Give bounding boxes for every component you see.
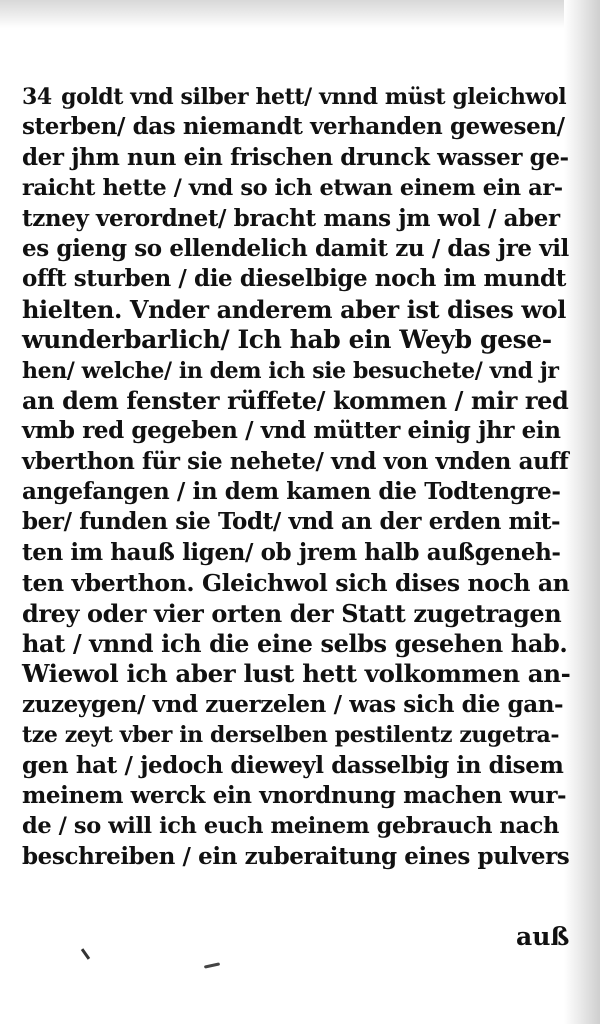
text-line-5: tzney verordnet/ bracht mans jm wol / aber xyxy=(22,204,560,232)
text-line-22: tze zeyt vber in derselben pestilentz zugetra- xyxy=(22,722,560,749)
text-line-25: de / so will ich euch meinem gebrauch nach xyxy=(22,813,559,840)
text-line-26: beschreiben / ein zuberaitung eines pulvers xyxy=(22,842,570,870)
text-line-20: Wiewol ich aber lust hett volkommen an- xyxy=(22,659,571,689)
text-line-13: vberthon für sie nehete/ vnd von vnden auff xyxy=(22,447,569,475)
text-line-12: vmb red gegeben / vnd mütter einig jhr ein xyxy=(22,417,561,445)
text-line-21: zuzeygen/ vnd zuerzelen / was sich die gan- xyxy=(22,690,564,718)
text-line-19: hat / vnnd ich die eine selbs gesehen hab. xyxy=(22,629,568,659)
ink-smudge xyxy=(204,962,220,968)
text-line-4: raicht hette / vnd so ich etwan einem ein ar- xyxy=(22,175,563,202)
text-line-14: angefangen / in dem kamen die Todtengre- xyxy=(22,478,561,506)
ink-speck xyxy=(81,948,90,960)
text-line-1 xyxy=(22,82,570,112)
text-line-2: sterben/ das niemandt verhanden gewesen/ xyxy=(22,113,565,141)
page-text xyxy=(22,82,570,872)
line-text: goldt vnd silber hett/ vnnd müst gleichwol xyxy=(61,84,567,110)
text-line-9: wunderbarlich/ Ich hab ein Weyb gese- xyxy=(22,325,552,355)
text-line-8: hielten. Vnder anderem aber ist dises wol xyxy=(22,294,566,324)
text-line-17: ten vberthon. Gleichwol sich dises noch an xyxy=(22,569,570,598)
page-number: 34 xyxy=(22,84,52,110)
text-line-11: an dem fenster rüffete/ kommen / mir red xyxy=(22,385,569,415)
top-scan-shadow xyxy=(0,0,600,28)
text-line-23: gen hat / jedoch dieweyl dasselbig in disem xyxy=(22,751,564,779)
text-line-24: meinem werck ein vnordnung machen wur- xyxy=(22,781,567,809)
text-line-7: offt sturben / die dieselbige noch im mundt xyxy=(22,265,566,293)
text-line-10: hen/ welche/ in dem ich sie besuchete/ vnd jr xyxy=(22,357,559,384)
catchword: auß xyxy=(516,922,570,951)
text-line-18: drey oder vier orten der Statt zugetragen xyxy=(22,598,562,628)
text-line-3: der jhm nun ein frischen drunck wasser ge- xyxy=(22,143,569,171)
text-line-15: ber/ funden sie Todt/ vnd an der erden mit- xyxy=(22,508,561,536)
text-line-16: ten im hauß ligen/ ob jrem halb außgeneh- xyxy=(22,538,561,566)
text-line-6: es gieng so ellendelich damit zu / das jre vil xyxy=(22,234,569,262)
